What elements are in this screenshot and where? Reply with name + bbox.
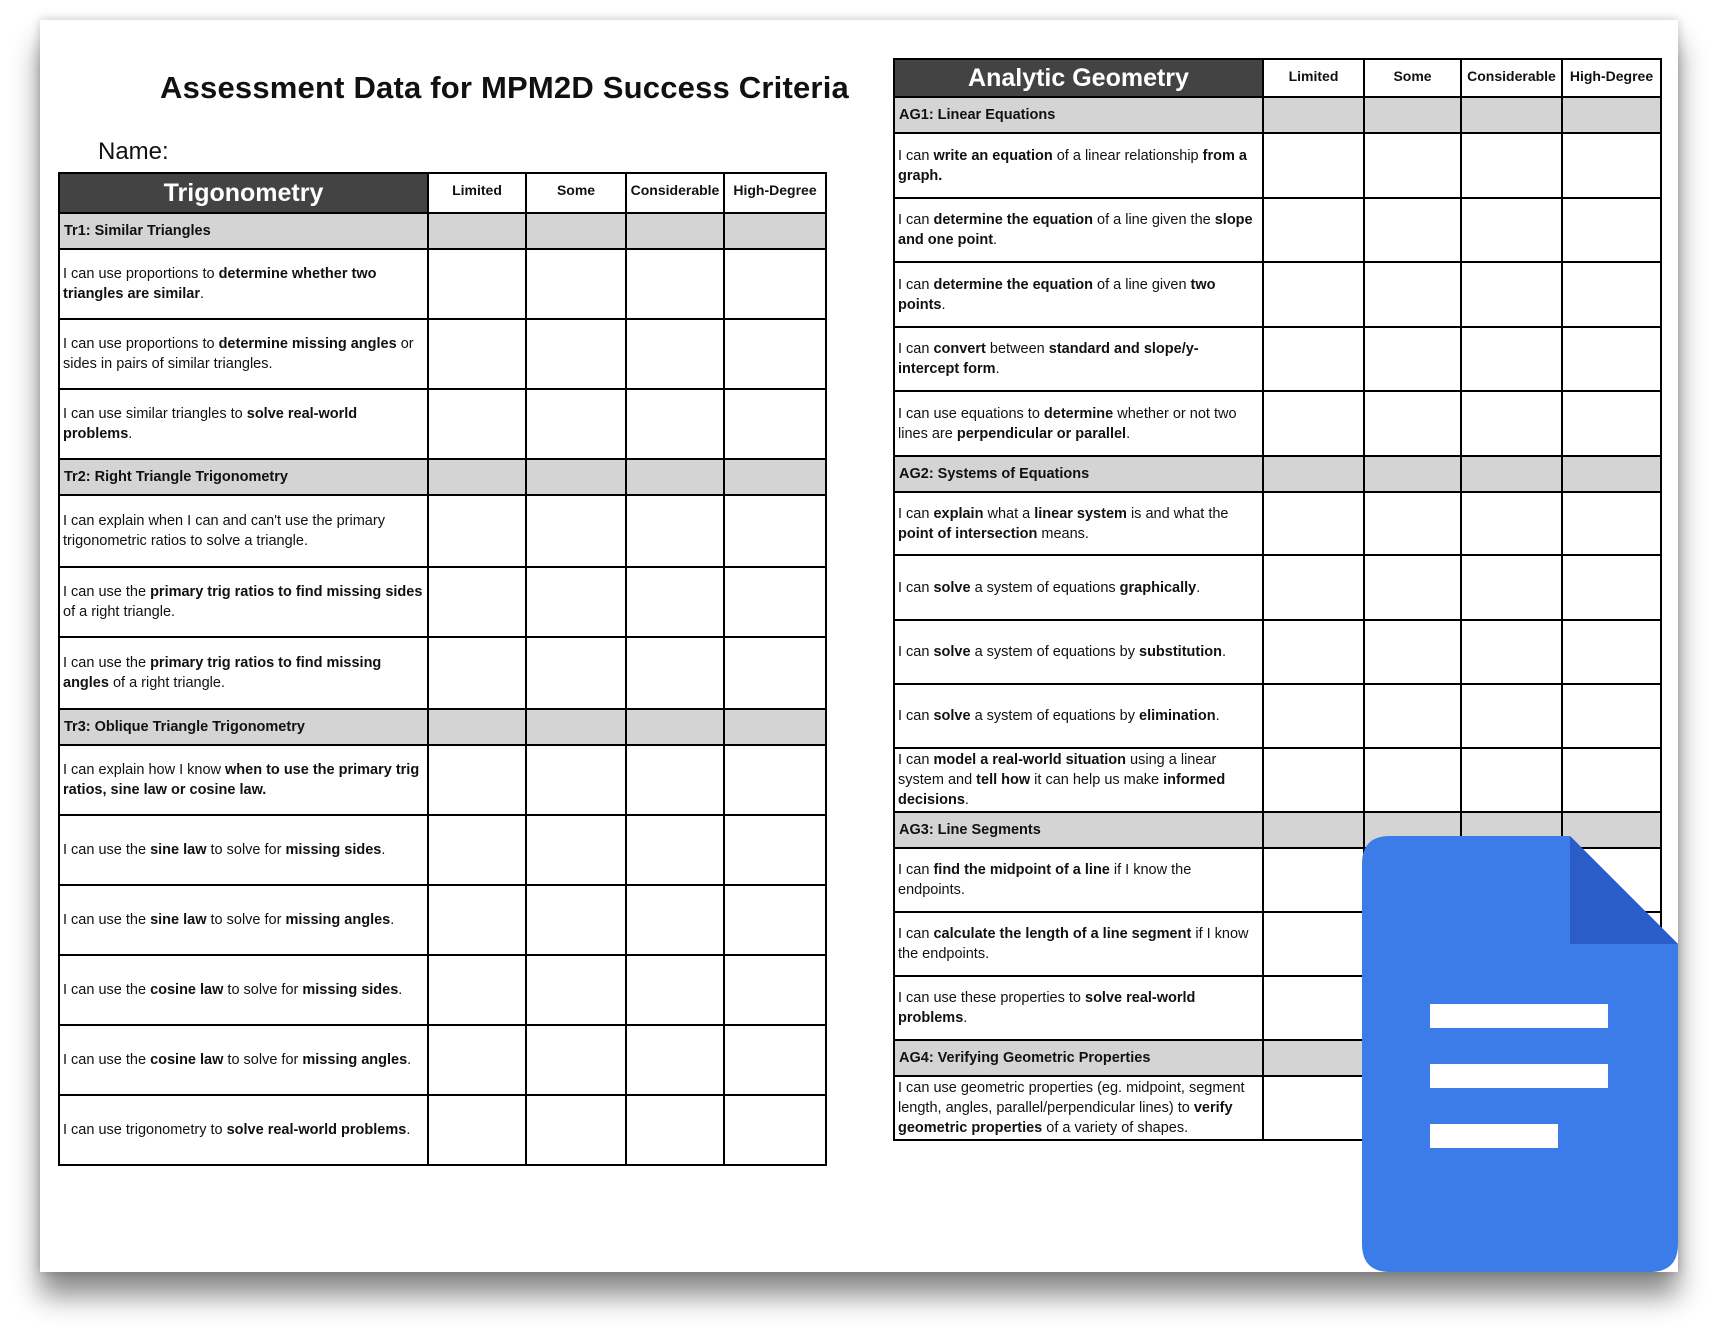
section-cell: [626, 709, 724, 745]
section-label: AG4: Verifying Geometric Properties: [894, 1040, 1263, 1076]
rating-cell-limited[interactable]: [428, 319, 526, 389]
criterion-row: [59, 495, 826, 567]
criterion-row: [894, 133, 1661, 198]
section-cell: [1364, 456, 1461, 492]
rating-cell-considerable[interactable]: [626, 319, 724, 389]
rating-cell-some[interactable]: [1364, 555, 1461, 620]
rating-cell-limited[interactable]: [1263, 684, 1364, 748]
rating-cell-high-degree[interactable]: [724, 389, 826, 459]
criterion-text: I can solve a system of equations graphically.: [894, 555, 1263, 620]
criterion-text: I can use the cosine law to solve for missing angles.: [59, 1025, 428, 1095]
rating-cell-high-degree[interactable]: [1562, 555, 1661, 620]
rating-cell-considerable[interactable]: [1461, 262, 1562, 327]
rating-cell-some[interactable]: [526, 1025, 626, 1095]
level-header-limited: Limited: [1263, 59, 1364, 97]
section-cell: [724, 459, 826, 495]
rating-cell-limited[interactable]: [428, 637, 526, 709]
rating-cell-high-degree[interactable]: [1562, 620, 1661, 684]
rating-cell-some[interactable]: [1364, 620, 1461, 684]
rating-cell-considerable[interactable]: [1461, 198, 1562, 262]
criterion-text: I can use equations to determine whether or not two lines are perpendicular or parallel.: [894, 391, 1263, 456]
rating-cell-considerable[interactable]: [1461, 133, 1562, 198]
criterion-text: I can determine the equation of a line given two points.: [894, 262, 1263, 327]
rating-cell-some[interactable]: [526, 637, 626, 709]
section-cell: [428, 459, 526, 495]
document-title: Assessment Data for MPM2D Success Criteria: [160, 70, 849, 105]
rating-cell-high-degree[interactable]: [1562, 262, 1661, 327]
rating-cell-some[interactable]: [1364, 492, 1461, 555]
rating-cell-limited[interactable]: [1263, 748, 1364, 812]
rating-cell-some[interactable]: [526, 567, 626, 637]
rating-cell-limited[interactable]: [428, 567, 526, 637]
trig-header-row: [59, 173, 826, 213]
rating-cell-high-degree[interactable]: [1562, 133, 1661, 198]
rating-cell-some[interactable]: [1364, 391, 1461, 456]
rating-cell-high-degree[interactable]: [1562, 492, 1661, 555]
criterion-text: I can use proportions to determine whether two triangles are similar.: [59, 249, 428, 319]
criterion-row: [59, 319, 826, 389]
rating-cell-some[interactable]: [526, 249, 626, 319]
rating-cell-high-degree[interactable]: [1562, 748, 1661, 812]
rating-cell-high-degree[interactable]: [724, 319, 826, 389]
rating-cell-some[interactable]: [526, 389, 626, 459]
docs-icon-line-3: [1430, 1124, 1558, 1148]
level-header-some: Some: [1364, 59, 1461, 97]
section-cell: [1263, 456, 1364, 492]
criterion-row: [59, 745, 826, 815]
rating-cell-some[interactable]: [1364, 133, 1461, 198]
level-header-considerable: Considerable: [626, 173, 724, 213]
section-cell: [626, 213, 724, 249]
rating-cell-high-degree[interactable]: [724, 955, 826, 1025]
rating-cell-limited[interactable]: [428, 815, 526, 885]
criterion-text: I can write an equation of a linear relationship from a graph.: [894, 133, 1263, 198]
rating-cell-some[interactable]: [1364, 262, 1461, 327]
criterion-row: [894, 620, 1661, 684]
section-label: AG1: Linear Equations: [894, 97, 1263, 133]
section-cell: [1461, 456, 1562, 492]
criterion-text: I can use the sine law to solve for missing sides.: [59, 815, 428, 885]
rating-cell-considerable[interactable]: [1461, 748, 1562, 812]
criterion-row: [59, 955, 826, 1025]
section-cell: [526, 459, 626, 495]
section-cell: [626, 459, 724, 495]
section-cell: [428, 213, 526, 249]
level-header-limited: Limited: [428, 173, 526, 213]
rating-cell-limited[interactable]: [428, 745, 526, 815]
section-cell: [1263, 812, 1364, 848]
rating-cell-limited[interactable]: [428, 249, 526, 319]
criterion-row: [59, 1025, 826, 1095]
level-header-some: Some: [526, 173, 626, 213]
geo-header-row: [894, 59, 1661, 97]
rating-cell-considerable[interactable]: [626, 637, 724, 709]
rating-cell-limited[interactable]: [1263, 327, 1364, 391]
criterion-text: I can use the primary trig ratios to find missing angles of a right triangle.: [59, 637, 428, 709]
level-header-high-degree: High-Degree: [724, 173, 826, 213]
section-cell: [1461, 97, 1562, 133]
criterion-text: I can use the cosine law to solve for missing sides.: [59, 955, 428, 1025]
section-cell: [526, 709, 626, 745]
section-label: AG3: Line Segments: [894, 812, 1263, 848]
rating-cell-limited[interactable]: [1263, 133, 1364, 198]
rating-cell-limited[interactable]: [1263, 848, 1364, 912]
section-row: [894, 456, 1661, 492]
rating-cell-considerable[interactable]: [626, 249, 724, 319]
rating-cell-limited[interactable]: [428, 389, 526, 459]
trigonometry-table: [58, 172, 827, 1166]
criterion-text: I can solve a system of equations by substitution.: [894, 620, 1263, 684]
rating-cell-high-degree[interactable]: [724, 815, 826, 885]
criterion-row: [59, 885, 826, 955]
rating-cell-considerable[interactable]: [626, 567, 724, 637]
name-label: Name:: [98, 138, 169, 165]
criterion-text: I can convert between standard and slope/y-intercept form.: [894, 327, 1263, 391]
rating-cell-considerable[interactable]: [626, 885, 724, 955]
google-docs-icon: [1362, 836, 1678, 1272]
rating-cell-high-degree[interactable]: [724, 1025, 826, 1095]
criterion-text: I can explain when I can and can't use the primary trigonometric ratios to solve a triangle.: [59, 495, 428, 567]
rating-cell-some[interactable]: [526, 1095, 626, 1165]
level-header-considerable: Considerable: [1461, 59, 1562, 97]
criterion-text: I can use similar triangles to solve real-world problems.: [59, 389, 428, 459]
rating-cell-high-degree[interactable]: [1562, 684, 1661, 748]
rating-cell-some[interactable]: [1364, 748, 1461, 812]
geo-table-title: Analytic Geometry: [894, 59, 1263, 97]
rating-cell-limited[interactable]: [1263, 976, 1364, 1040]
criterion-text: I can use these properties to solve real-world problems.: [894, 976, 1263, 1040]
section-label: Tr3: Oblique Triangle Trigonometry: [59, 709, 428, 745]
docs-icon-line-1: [1430, 1004, 1608, 1028]
section-label: Tr1: Similar Triangles: [59, 213, 428, 249]
rating-cell-limited[interactable]: [1263, 262, 1364, 327]
rating-cell-some[interactable]: [526, 495, 626, 567]
criterion-text: I can use proportions to determine missing angles or sides in pairs of similar triangles.: [59, 319, 428, 389]
rating-cell-some[interactable]: [526, 815, 626, 885]
rating-cell-some[interactable]: [526, 955, 626, 1025]
criterion-row: [894, 492, 1661, 555]
criterion-text: I can solve a system of equations by elimination.: [894, 684, 1263, 748]
trig-table-title: Trigonometry: [59, 173, 428, 213]
criterion-row: [894, 327, 1661, 391]
rating-cell-limited[interactable]: [1263, 492, 1364, 555]
criterion-row: [894, 198, 1661, 262]
rating-cell-considerable[interactable]: [626, 389, 724, 459]
rating-cell-some[interactable]: [526, 745, 626, 815]
rating-cell-some[interactable]: [526, 319, 626, 389]
criterion-row: [59, 389, 826, 459]
criterion-text: I can use the sine law to solve for missing angles.: [59, 885, 428, 955]
rating-cell-limited[interactable]: [1263, 1076, 1364, 1140]
rating-cell-some[interactable]: [1364, 198, 1461, 262]
rating-cell-limited[interactable]: [1263, 391, 1364, 456]
rating-cell-limited[interactable]: [1263, 912, 1364, 976]
rating-cell-high-degree[interactable]: [724, 1095, 826, 1165]
section-row: [59, 459, 826, 495]
rating-cell-limited[interactable]: [428, 885, 526, 955]
criterion-text: I can find the midpoint of a line if I know the endpoints.: [894, 848, 1263, 912]
rating-cell-high-degree[interactable]: [724, 495, 826, 567]
section-cell: [1562, 97, 1661, 133]
rating-cell-considerable[interactable]: [626, 495, 724, 567]
criterion-row: [894, 748, 1661, 812]
rating-cell-high-degree[interactable]: [1562, 198, 1661, 262]
section-row: [894, 97, 1661, 133]
rating-cell-some[interactable]: [1364, 327, 1461, 391]
rating-cell-limited[interactable]: [428, 1025, 526, 1095]
section-row: [59, 213, 826, 249]
rating-cell-high-degree[interactable]: [724, 745, 826, 815]
criterion-text: I can use the primary trig ratios to find missing sides of a right triangle.: [59, 567, 428, 637]
section-row: [59, 709, 826, 745]
rating-cell-some[interactable]: [526, 885, 626, 955]
section-cell: [428, 709, 526, 745]
criterion-text: I can calculate the length of a line segment if I know the endpoints.: [894, 912, 1263, 976]
rating-cell-high-degree[interactable]: [724, 249, 826, 319]
docs-icon-fold: [1570, 836, 1678, 944]
rating-cell-considerable[interactable]: [626, 1095, 724, 1165]
rating-cell-high-degree[interactable]: [1562, 327, 1661, 391]
criterion-text: I can use geometric properties (eg. midpoint, segment length, angles, parallel/perpendicular lines) to verify geometric properties of a variety of shapes.: [894, 1076, 1263, 1140]
criterion-row: [894, 684, 1661, 748]
criterion-text: I can model a real-world situation using a linear system and tell how it can help us make informed decisions.: [894, 748, 1263, 812]
rating-cell-considerable[interactable]: [626, 745, 724, 815]
rating-cell-considerable[interactable]: [1461, 391, 1562, 456]
criterion-row: [894, 555, 1661, 620]
rating-cell-limited[interactable]: [428, 1095, 526, 1165]
rating-cell-limited[interactable]: [428, 495, 526, 567]
rating-cell-considerable[interactable]: [626, 815, 724, 885]
rating-cell-limited[interactable]: [428, 955, 526, 1025]
section-cell: [1562, 456, 1661, 492]
rating-cell-high-degree[interactable]: [724, 637, 826, 709]
criterion-row: [59, 637, 826, 709]
rating-cell-limited[interactable]: [1263, 198, 1364, 262]
section-cell: [526, 213, 626, 249]
section-label: AG2: Systems of Equations: [894, 456, 1263, 492]
rating-cell-considerable[interactable]: [1461, 492, 1562, 555]
section-cell: [724, 709, 826, 745]
criterion-row: [894, 391, 1661, 456]
criterion-text: I can explain what a linear system is and what the point of intersection means.: [894, 492, 1263, 555]
rating-cell-some[interactable]: [1364, 684, 1461, 748]
rating-cell-high-degree[interactable]: [1562, 391, 1661, 456]
criterion-text: I can explain how I know when to use the primary trig ratios, sine law or cosine law.: [59, 745, 428, 815]
criterion-row: [59, 567, 826, 637]
section-cell: [1263, 1040, 1364, 1076]
rating-cell-limited[interactable]: [1263, 555, 1364, 620]
rating-cell-considerable[interactable]: [1461, 555, 1562, 620]
rating-cell-high-degree[interactable]: [724, 885, 826, 955]
criterion-row: [59, 249, 826, 319]
section-label: Tr2: Right Triangle Trigonometry: [59, 459, 428, 495]
rating-cell-considerable[interactable]: [1461, 327, 1562, 391]
level-header-high-degree: High-Degree: [1562, 59, 1661, 97]
criterion-text: I can determine the equation of a line given the slope and one point.: [894, 198, 1263, 262]
section-cell: [1364, 97, 1461, 133]
section-cell: [724, 213, 826, 249]
rating-cell-high-degree[interactable]: [724, 567, 826, 637]
criterion-text: I can use trigonometry to solve real-world problems.: [59, 1095, 428, 1165]
criterion-row: [59, 1095, 826, 1165]
rating-cell-considerable[interactable]: [626, 955, 724, 1025]
criterion-row: [894, 262, 1661, 327]
docs-icon-line-2: [1430, 1064, 1608, 1088]
rating-cell-considerable[interactable]: [1461, 684, 1562, 748]
rating-cell-considerable[interactable]: [626, 1025, 724, 1095]
section-cell: [1263, 97, 1364, 133]
rating-cell-considerable[interactable]: [1461, 620, 1562, 684]
criterion-row: [59, 815, 826, 885]
rating-cell-limited[interactable]: [1263, 620, 1364, 684]
